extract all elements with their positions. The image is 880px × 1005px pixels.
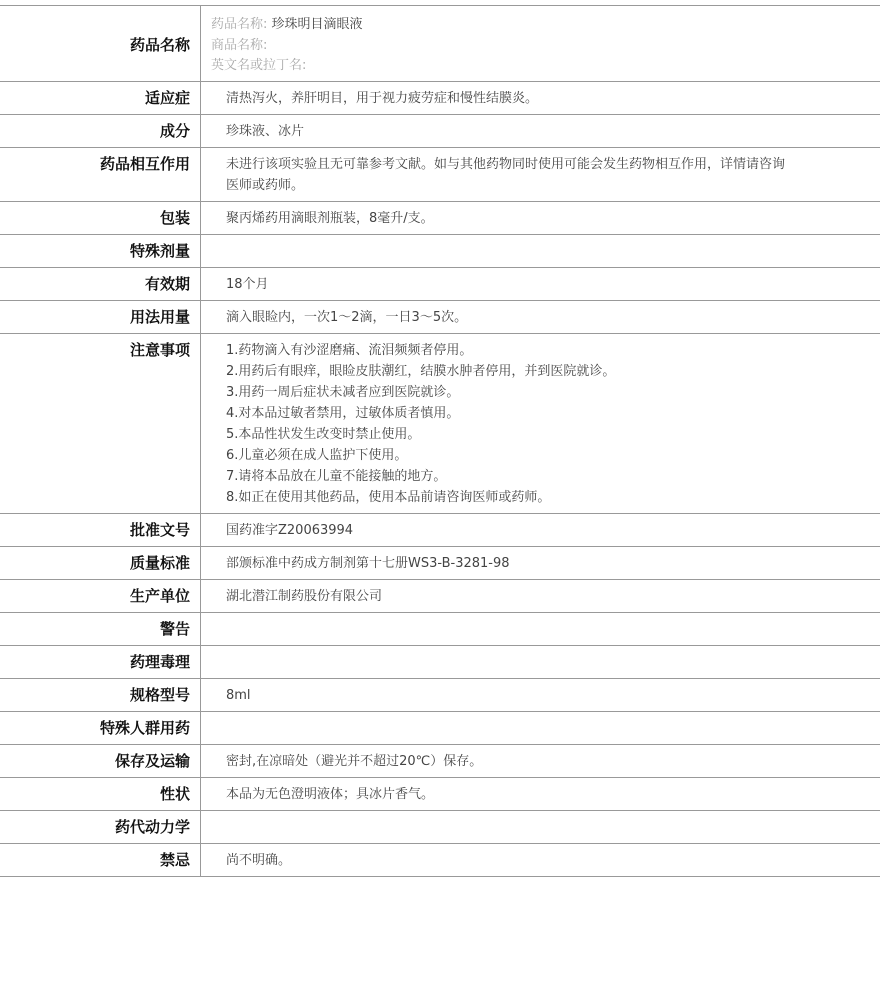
label-special-dosage: 特殊剂量	[0, 234, 201, 267]
value-interactions: 未进行该项实验且无可靠参考文献。如与其他药物同时使用可能会发生药物相互作用，详情请咨询医师或药师。	[201, 147, 880, 201]
label-ingredients: 成分	[0, 114, 201, 147]
label-drug-name: 药品名称	[0, 6, 201, 82]
row-validity	[0, 267, 880, 300]
label-validity: 有效期	[0, 267, 201, 300]
value-pharmacokinetics	[201, 810, 880, 843]
value-spec: 8ml	[201, 678, 880, 711]
value-storage: 密封,在凉暗处（避光并不超过20℃）保存。	[201, 744, 880, 777]
value-appearance: 本品为无色澄明液体；具冰片香气。	[201, 777, 880, 810]
row-indication	[0, 81, 880, 114]
row-package	[0, 201, 880, 234]
label-warning: 警告	[0, 612, 201, 645]
label-precautions: 注意事项	[0, 333, 201, 513]
label-storage: 保存及运输	[0, 744, 201, 777]
value-usage: 滴入眼睑内，一次1～2滴，一日3～5次。	[201, 300, 880, 333]
precaution-item: 5.本品性状发生改变时禁止使用。	[226, 424, 790, 445]
label-spec: 规格型号	[0, 678, 201, 711]
row-approval	[0, 513, 880, 546]
precaution-item: 4.对本品过敏者禁用，过敏体质者慎用。	[226, 403, 790, 424]
generic-name-key: 药品名称:	[211, 17, 267, 32]
generic-name-line	[211, 15, 870, 36]
value-contraindications: 尚不明确。	[201, 843, 880, 876]
trade-name-line	[211, 36, 870, 57]
row-warning	[0, 612, 880, 645]
precaution-item: 6.儿童必须在成人监护下使用。	[226, 445, 790, 466]
label-usage: 用法用量	[0, 300, 201, 333]
precaution-item: 7.请将本品放在儿童不能接触的地方。	[226, 466, 790, 487]
row-drug-name	[0, 6, 880, 82]
label-package: 包装	[0, 201, 201, 234]
generic-name-value: 珍珠明目滴眼液	[272, 17, 363, 32]
row-storage	[0, 744, 880, 777]
precaution-item: 2.用药后有眼痒，眼睑皮肤潮红，结膜水肿者停用，并到医院就诊。	[226, 361, 790, 382]
value-warning	[201, 612, 880, 645]
drug-spec-table	[0, 5, 880, 877]
row-contraindications	[0, 843, 880, 876]
label-appearance: 性状	[0, 777, 201, 810]
value-package: 聚丙烯药用滴眼剂瓶装，8毫升/支。	[201, 201, 880, 234]
trade-name-key: 商品名称:	[211, 38, 267, 53]
english-name-key: 英文名或拉丁名:	[211, 58, 306, 73]
precaution-item: 1.药物滴入有沙涩磨痛、流泪频频者停用。	[226, 340, 790, 361]
row-interactions	[0, 147, 880, 201]
row-pharmacokinetics	[0, 810, 880, 843]
value-pharmacology	[201, 645, 880, 678]
value-approval: 国药准字Z20063994	[201, 513, 880, 546]
row-precautions	[0, 333, 880, 513]
row-ingredients	[0, 114, 880, 147]
value-standard: 部颁标准中药成方制剂第十七册WS3-B-3281-98	[201, 546, 880, 579]
label-pharmacology: 药理毒理	[0, 645, 201, 678]
value-drug-name	[201, 6, 880, 82]
row-pharmacology	[0, 645, 880, 678]
value-manufacturer: 湖北潜江制药股份有限公司	[201, 579, 880, 612]
label-indication: 适应症	[0, 81, 201, 114]
label-contraindications: 禁忌	[0, 843, 201, 876]
row-special-dosage	[0, 234, 880, 267]
row-spec	[0, 678, 880, 711]
value-special-dosage	[201, 234, 880, 267]
value-precautions	[201, 333, 880, 513]
value-validity: 18个月	[201, 267, 880, 300]
precaution-item: 8.如正在使用其他药品，使用本品前请咨询医师或药师。	[226, 487, 790, 508]
english-name-line	[211, 56, 870, 77]
row-appearance	[0, 777, 880, 810]
label-special-groups: 特殊人群用药	[0, 711, 201, 744]
precaution-item: 3.用药一周后症状未减者应到医院就诊。	[226, 382, 790, 403]
row-manufacturer	[0, 579, 880, 612]
row-standard	[0, 546, 880, 579]
label-pharmacokinetics: 药代动力学	[0, 810, 201, 843]
row-special-groups	[0, 711, 880, 744]
value-ingredients: 珍珠液、冰片	[201, 114, 880, 147]
value-indication: 清热泻火，养肝明目，用于视力疲劳症和慢性结膜炎。	[201, 81, 880, 114]
value-special-groups	[201, 711, 880, 744]
label-standard: 质量标准	[0, 546, 201, 579]
label-manufacturer: 生产单位	[0, 579, 201, 612]
label-approval: 批准文号	[0, 513, 201, 546]
row-usage	[0, 300, 880, 333]
label-interactions: 药品相互作用	[0, 147, 201, 201]
